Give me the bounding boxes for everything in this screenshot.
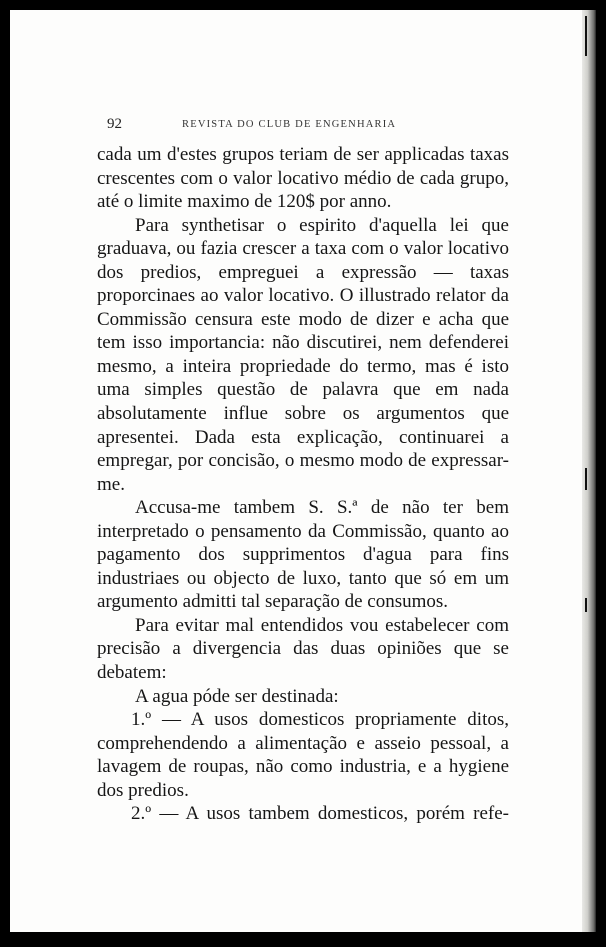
page-number: 92 (107, 116, 122, 132)
running-title: REVISTA DO CLUB DE ENGENHARIA (182, 119, 397, 130)
list-item-2: 2.º — A usos tambem domesticos, porém refe- (131, 803, 509, 825)
page-header (107, 116, 517, 136)
list-item-1: 1.º — A usos domesticos propriamente ditos, comprehendendo a alimentação e asseio pessoal, a lavagem de roupas, não como industria, e a hygiene dos predios. (97, 709, 509, 801)
paragraph-synthetisar: Para synthetisar o espirito d'aquella lei que graduava, ou fazia crescer a taxa com o valor locativo dos predios, empreguei a expressão — taxas proporcinaes ao valor locativo. O illustrado relator da Commissão censura este modo de dizer e acha que tem isso importancia: não discutirei, nem defenderei mesmo, a inteira propriedade do termo, mas é isto uma simples questão de palavra que em nada absolutamente influe sobre os argumentos que apresentei. Dada esta explicação, continuarei a empregar, por concisão, o mesmo modo de expressar-me. (97, 214, 509, 495)
paragraph-evitar: Para evitar mal entendidos vou estabelecer com precisão a divergencia das duas opiniões que se debatem: (97, 614, 509, 684)
paragraph-agua: A agua póde ser destinada: (135, 685, 339, 707)
paragraph-continuation: cada um d'estes grupos teriam de ser applicadas taxas crescentes com o valor locativo médio de cada grupo, até o limite maximo de 120$ por anno. (97, 144, 509, 213)
page-edge (582, 10, 596, 932)
page-body (97, 143, 509, 826)
paragraph-accusa: Accusa-me tambem S. S.ª de não ter bem interpretado o pensamento da Commissão, quanto ao pagamento dos supprimentos d'agua para fins industriaes ou objecto de luxo, tanto que só em um argumento admitti tal separação de consumos. (97, 497, 509, 613)
